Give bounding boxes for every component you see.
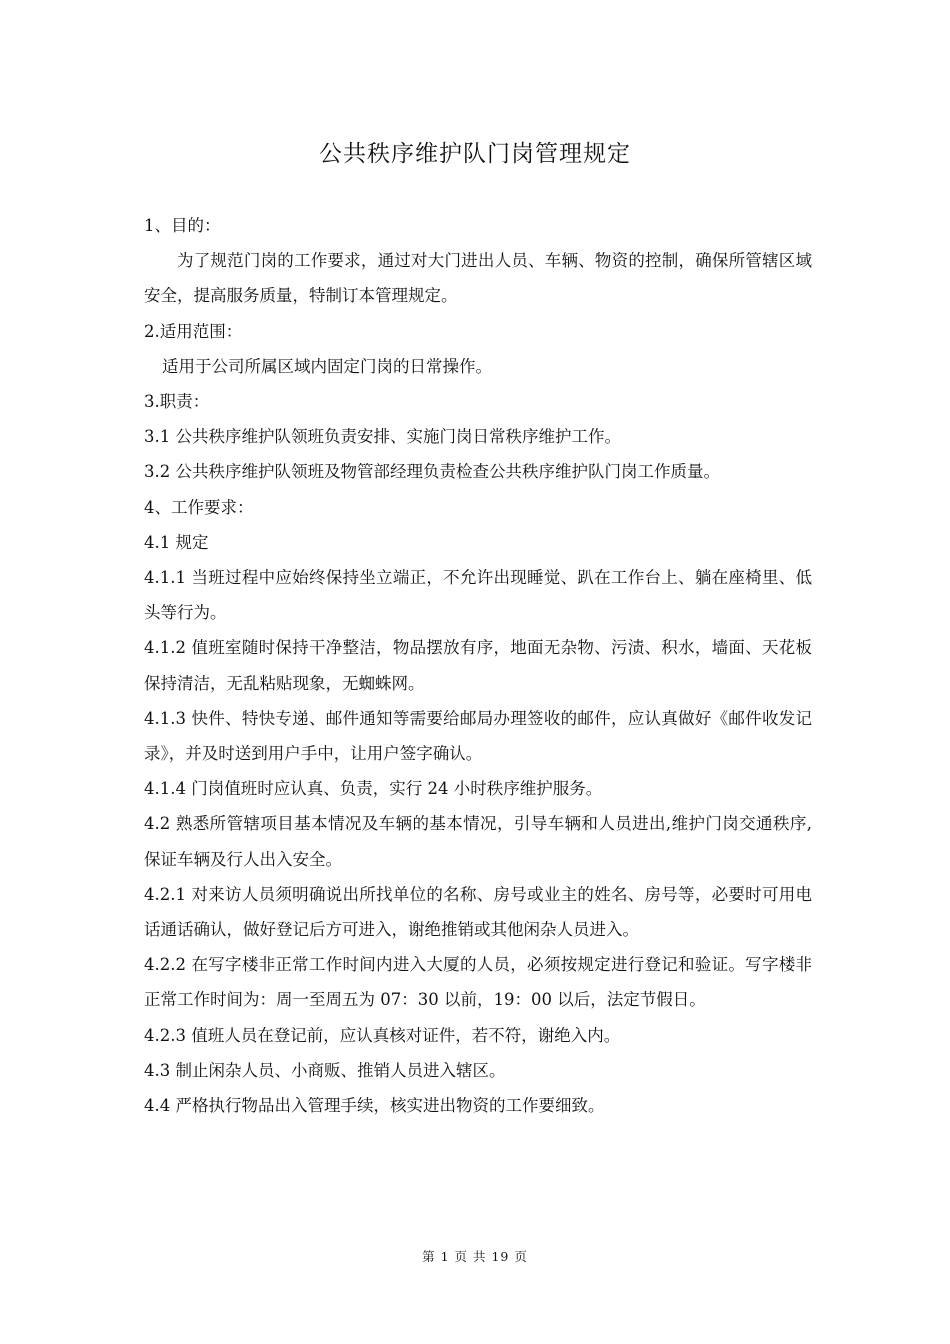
paragraph: 4.4 严格执行物品出入管理手续，核实进出物资的工作要细致。	[144, 1096, 605, 1116]
page-footer: 第 1 页 共 19 页	[422, 1249, 528, 1264]
paragraph: 4.2.1 对来访人员须明确说出所找单位的名称、房号或业主的姓名、房号等，必要时可用电话通话确认，做好登记后方可进入，谢绝推销或其他闲杂人员进入。	[144, 884, 812, 940]
paragraph: 4.2.2 在写字楼非正常工作时间内进入大厦的人员，必须按规定进行登记和验证。写字楼非正常工作时间为：周一至周五为 07：30 以前，19：00 以后，法定节假日。	[144, 955, 812, 1010]
paragraph: 3.1 公共秩序维护队领班负责安排、实施门岗日常秩序维护工作。	[144, 427, 621, 447]
section-heading: 4、工作要求：	[144, 497, 254, 517]
paragraph: 4.1.3 快件、特快专递、邮件通知等需要给邮局办理签收的邮件，应认真做好《邮件收发记录》，并及时送到用户手中，让用户签字确认。	[144, 708, 812, 764]
paragraph: 4.1.4 门岗值班时应认真、负责，实行 24 小时秩序维护服务。	[144, 779, 603, 799]
document-title: 公共秩序维护队门岗管理规定	[319, 141, 631, 167]
paragraph: 4.1.2 值班室随时保持干净整洁，物品摆放有序，地面无杂物、污渍、积水，墙面、天花板保持清洁，无乱粘贴现象，无蜘蛛网。	[144, 638, 812, 693]
section-heading: 2.适用范围：	[144, 321, 243, 341]
paragraph: 4.1.1 当班过程中应始终保持坐立端正，不允许出现睡觉、趴在工作台上、躺在座椅里、低头等行为。	[144, 568, 812, 623]
section-heading: 3.职责：	[144, 392, 210, 412]
paragraph: 4.2.3 值班人员在登记前，应认真核对证件，若不符，谢绝入内。	[144, 1025, 621, 1045]
paragraph: 适用于公司所属区域内固定门岗的日常操作。	[162, 356, 492, 376]
paragraph: 4.3 制止闲杂人员、小商贩、推销人员进入辖区。	[144, 1060, 506, 1080]
document-body	[144, 208, 812, 1123]
section-heading: 1、目的：	[144, 216, 221, 235]
subsection-heading: 4.1 规定	[144, 532, 209, 552]
paragraph: 4.2 熟悉所管辖项目基本情况及车辆的基本情况，引导车辆和人员进出,维护门岗交通秩序,保证车辆及行人出入安全。	[144, 814, 812, 869]
paragraph: 为了规范门岗的工作要求，通过对大门进出人员、车辆、物资的控制，确保所管辖区域安全，提高服务质量，特制订本管理规定。	[144, 251, 812, 306]
paragraph: 3.2 公共秩序维护队领班及物管部经理负责检查公共秩序维护队门岗工作质量。	[144, 462, 720, 482]
